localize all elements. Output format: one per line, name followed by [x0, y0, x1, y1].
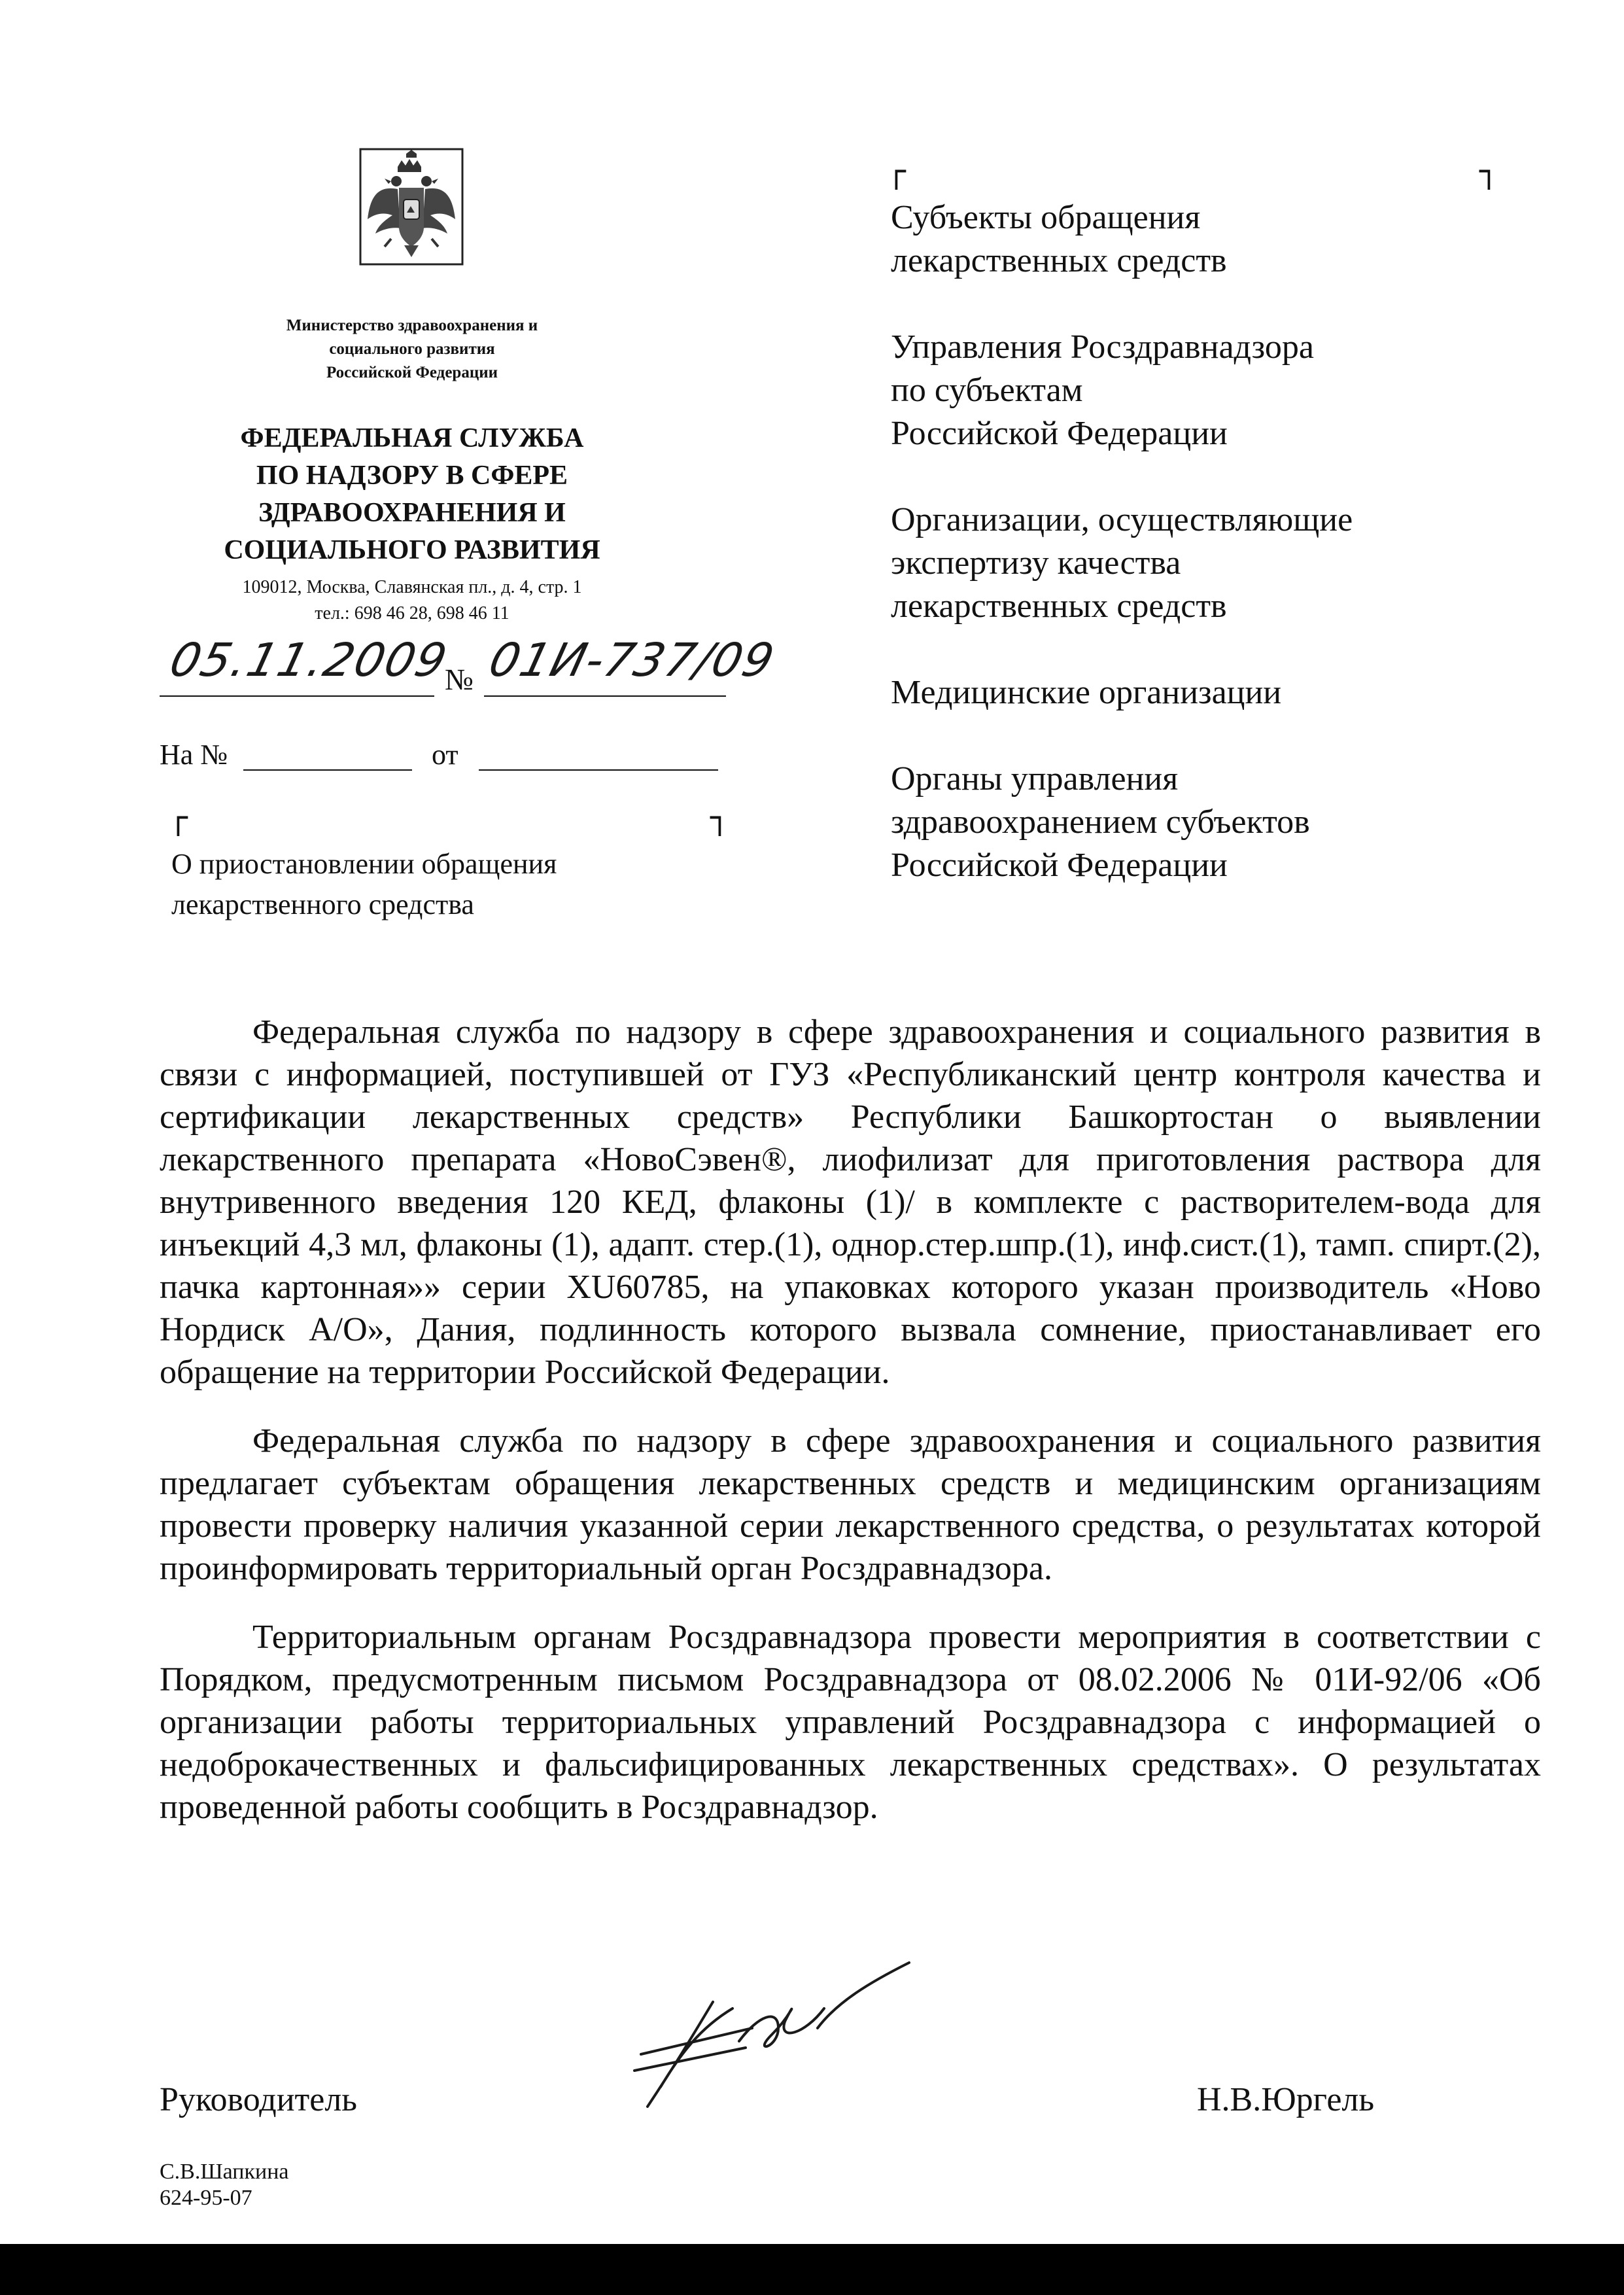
reply-from-label: от [432, 739, 458, 771]
subject-bracket-right: ┐ [710, 799, 729, 836]
signatory-name: Н.В.Юргель [1197, 2081, 1375, 2118]
agency-line: ЗДРАВООХРАНЕНИЯ И [258, 498, 566, 528]
addressee-line: здравоохранением субъектов [891, 803, 1310, 841]
body-paragraph: Территориальным органам Росздравнадзора провести мероприятия в соответствии с Порядком, предусмотренным письмом Росздравнадзора от 08.02.2006 № 01И-92/06 «Об организации работы территориальных управлений Росздравнадзора с информацией о недоброкачественных и фальсифицированных лекарственных средствах». О результатах проведенной работы сообщить в Росздравнадзор. [160, 1619, 1541, 1826]
number-sign: № [445, 663, 474, 696]
executor-phone: 624-95-07 [160, 2186, 252, 2210]
agency-line: ПО НАДЗОРУ В СФЕРЕ [256, 461, 568, 491]
coat-of-arms-emblem [358, 147, 464, 266]
date-underline [160, 695, 434, 697]
letter-subject [171, 844, 557, 925]
addressee-item [891, 196, 1512, 283]
addressee-item [891, 758, 1512, 887]
addressee-line: экспертизу качества [891, 544, 1181, 582]
reply-number-line [243, 769, 412, 771]
letter-body [160, 1011, 1541, 1855]
addressee-bracket-left: ┌ [887, 153, 906, 190]
addressee-item [891, 326, 1512, 455]
registration-number: 01И-737/09 [483, 633, 781, 687]
subject-line: лекарственного средства [171, 888, 474, 920]
addressee-line: лекарственных средств [891, 587, 1227, 625]
subject-line: О приостановлении обращения [171, 848, 557, 880]
addressee-list [891, 196, 1512, 930]
body-paragraph: Федеральная служба по надзору в сфере здравоохранения и социального развития предлагает субъектам обращения лекарственных средств и медицинским организациям провести проверку наличия указанной серии лекарственного средства, о результатах которой проинформировать территориальный орган Росздравнадзора. [160, 1422, 1541, 1587]
addressee-item [891, 671, 1512, 714]
addressee-line: по субъектам [891, 372, 1083, 409]
addressee-bracket-right: ┐ [1479, 153, 1498, 190]
body-paragraph: Федеральная служба по надзору в сфере здравоохранения и социального развития в связи с информацией, поступившей от ГУЗ «Республиканский центр контроля качества и сертификации лекарственных средств» Республики Башкортостан о выявлении лекарственного препарата «НовоСэвен®, лиофилизат для приготовления раствора для внутривенного введения 120 КЕД, флаконы (1)/ в комплекте с растворителем-вода для инъекций 4,3 мл, флаконы (1), адапт. стер.(1), однор.стер.шпр.(1), инф.сист.(1), тамп. спирт.(2), пачка картонная»» серии XU60785, на упаковках которого указан производитель «Ново Нордиск А/О», Дания, подлинность которого вызвала сомнение, приостанавливает его обращение на территории Российской Федерации. [160, 1013, 1541, 1391]
addressee-line: лекарственных средств [891, 242, 1227, 279]
phone-line: тел.: 698 46 28, 698 46 11 [315, 603, 510, 623]
executor-name: С.В.Шапкина [160, 2160, 289, 2184]
ministry-line: Российской Федерации [326, 364, 498, 381]
scan-border [0, 2244, 1624, 2295]
addressee-line: Российской Федерации [891, 415, 1228, 452]
reply-from-line [479, 769, 718, 771]
ministry-name [196, 314, 628, 385]
agency-line: ФЕДЕРАЛЬНАЯ СЛУЖБА [240, 423, 584, 453]
reply-number-label: На № [160, 739, 228, 771]
addressee-line: Российской Федерации [891, 847, 1228, 884]
addressee-line: Организации, осуществляющие [891, 501, 1353, 538]
handwritten-signature [621, 1956, 916, 2120]
addressee-line: Органы управления [891, 760, 1179, 797]
ministry-line: социального развития [329, 340, 495, 358]
executor-info [160, 2159, 289, 2211]
address-line: 109012, Москва, Славянская пл., д. 4, стр. 1 [242, 577, 582, 597]
agency-line: СОЦИАЛЬНОГО РАЗВИТИЯ [224, 535, 600, 565]
subject-bracket-left: ┌ [169, 799, 188, 836]
addressee-line: Субъекты обращения [891, 199, 1201, 236]
addressee-line: Управления Росздравнадзора [891, 328, 1314, 366]
number-underline [484, 695, 726, 697]
agency-name [157, 420, 667, 569]
agency-address [157, 574, 667, 627]
ministry-line: Министерство здравоохранения и [286, 317, 538, 334]
signatory-title: Руководитель [160, 2081, 357, 2118]
addressee-item [891, 499, 1512, 628]
registration-date: 05.11.2009 [164, 633, 454, 687]
addressee-line: Медицинские организации [891, 674, 1282, 711]
